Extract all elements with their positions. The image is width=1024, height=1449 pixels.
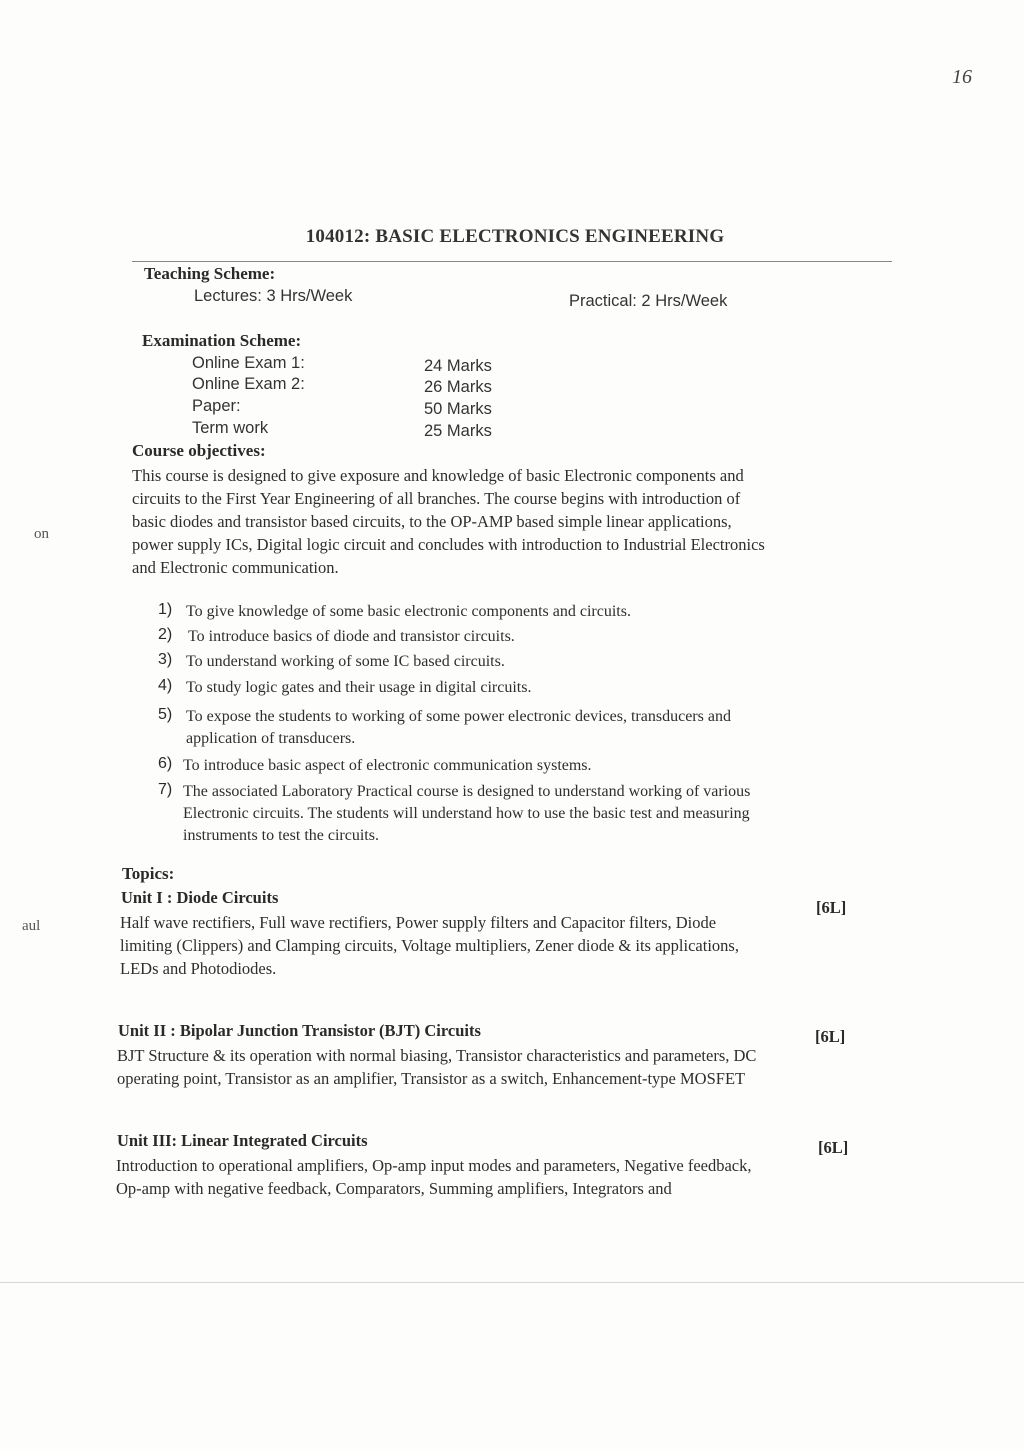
- exam-row-marks: 50 Marks: [424, 400, 492, 418]
- objective-number: 2): [158, 626, 173, 643]
- exam-row-label: Paper:: [192, 397, 241, 415]
- objective-text: To introduce basics of diode and transistor circuits.: [188, 628, 515, 645]
- unit-title: Unit II : Bipolar Junction Transistor (BJT) Circuits: [118, 1021, 481, 1040]
- objective-text-block: [183, 781, 878, 847]
- unit-line: operating point, Transistor as an amplifier, Transistor as a switch, Enhancement-type MOSFET: [117, 1069, 746, 1088]
- scan-artifact-line: [0, 1282, 1024, 1283]
- objective-number: 1): [158, 601, 173, 618]
- objective-line: To expose the students to working of some power electronic devices, transducers and: [186, 708, 731, 725]
- objective-number: 7): [158, 781, 173, 798]
- exam-row-label: Online Exam 2:: [192, 375, 305, 393]
- paragraph-line: and Electronic communication.: [132, 558, 339, 577]
- paragraph-line: circuits to the First Year Engineering of all branches. The course begins with introduction of: [132, 489, 741, 508]
- course-title: 104012: BASIC ELECTRONICS ENGINEERING: [305, 226, 725, 247]
- lectures-text: Lectures: 3 Hrs/Week: [194, 287, 353, 305]
- paragraph-line: power supply ICs, Digital logic circuit and concludes with introduction to Industrial Electronics: [132, 535, 765, 554]
- unit-description: [117, 1044, 877, 1090]
- objective-number: 6): [158, 755, 173, 772]
- objective-number: 3): [158, 651, 173, 668]
- objective-line: instruments to test the circuits.: [183, 827, 379, 844]
- unit-line: LEDs and Photodiodes.: [120, 959, 277, 978]
- unit-title: Unit III: Linear Integrated Circuits: [117, 1131, 368, 1150]
- unit-hours: [6L]: [818, 1138, 849, 1157]
- objective-number: 4): [158, 677, 173, 694]
- paragraph-line: basic diodes and transistor based circuits, to the OP-AMP based simple linear applications,: [132, 512, 732, 531]
- exam-row-marks: 26 Marks: [424, 378, 492, 396]
- objective-text: To study logic gates and their usage in digital circuits.: [186, 679, 532, 696]
- objective-text: To understand working of some IC based circuits.: [186, 653, 505, 670]
- margin-note-1: on: [34, 526, 49, 542]
- topics-heading: Topics:: [122, 864, 175, 883]
- unit-description: [120, 911, 874, 980]
- unit-line: Introduction to operational amplifiers, Op-amp input modes and parameters, Negative feedback,: [116, 1156, 752, 1175]
- course-objectives-heading: Course objectives:: [132, 441, 266, 460]
- title-divider: [132, 261, 892, 262]
- course-objectives-paragraph: [132, 464, 882, 579]
- unit-line: limiting (Clippers) and Clamping circuits, Voltage multipliers, Zener diode & its applications,: [120, 936, 739, 955]
- objective-line: Electronic circuits. The students will understand how to use the basic test and measuring: [183, 805, 750, 822]
- unit-description: [116, 1154, 876, 1200]
- teaching-scheme-heading: Teaching Scheme:: [144, 264, 276, 283]
- objective-text: To give knowledge of some basic electronic components and circuits.: [186, 603, 631, 620]
- practical-text: Practical: 2 Hrs/Week: [569, 292, 728, 310]
- objective-line: The associated Laboratory Practical course is designed to understand working of various: [183, 783, 751, 800]
- objective-number: 5): [158, 706, 173, 723]
- paragraph-line: This course is designed to give exposure and knowledge of basic Electronic components and: [132, 466, 744, 485]
- unit-line: Op-amp with negative feedback, Comparators, Summing amplifiers, Integrators and: [116, 1179, 672, 1198]
- examination-scheme-heading: Examination Scheme:: [142, 331, 302, 350]
- exam-row-marks: 25 Marks: [424, 422, 492, 440]
- page-number: 16: [952, 66, 972, 88]
- exam-row-marks: 24 Marks: [424, 357, 492, 375]
- objective-text-block: [186, 706, 878, 750]
- objective-line: application of transducers.: [186, 730, 356, 747]
- unit-hours: [6L]: [815, 1027, 846, 1046]
- exam-row-label: Term work: [192, 419, 269, 437]
- unit-line: BJT Structure & its operation with normal biasing, Transistor characteristics and parameters, DC: [117, 1046, 757, 1065]
- unit-hours: [6L]: [816, 898, 847, 917]
- margin-note-2: aul: [22, 918, 41, 934]
- exam-row-label: Online Exam 1:: [192, 354, 305, 372]
- unit-line: Half wave rectifiers, Full wave rectifiers, Power supply filters and Capacitor filters, Diode: [120, 913, 717, 932]
- unit-title: Unit I : Diode Circuits: [121, 888, 279, 907]
- objective-text: To introduce basic aspect of electronic communication systems.: [183, 757, 592, 774]
